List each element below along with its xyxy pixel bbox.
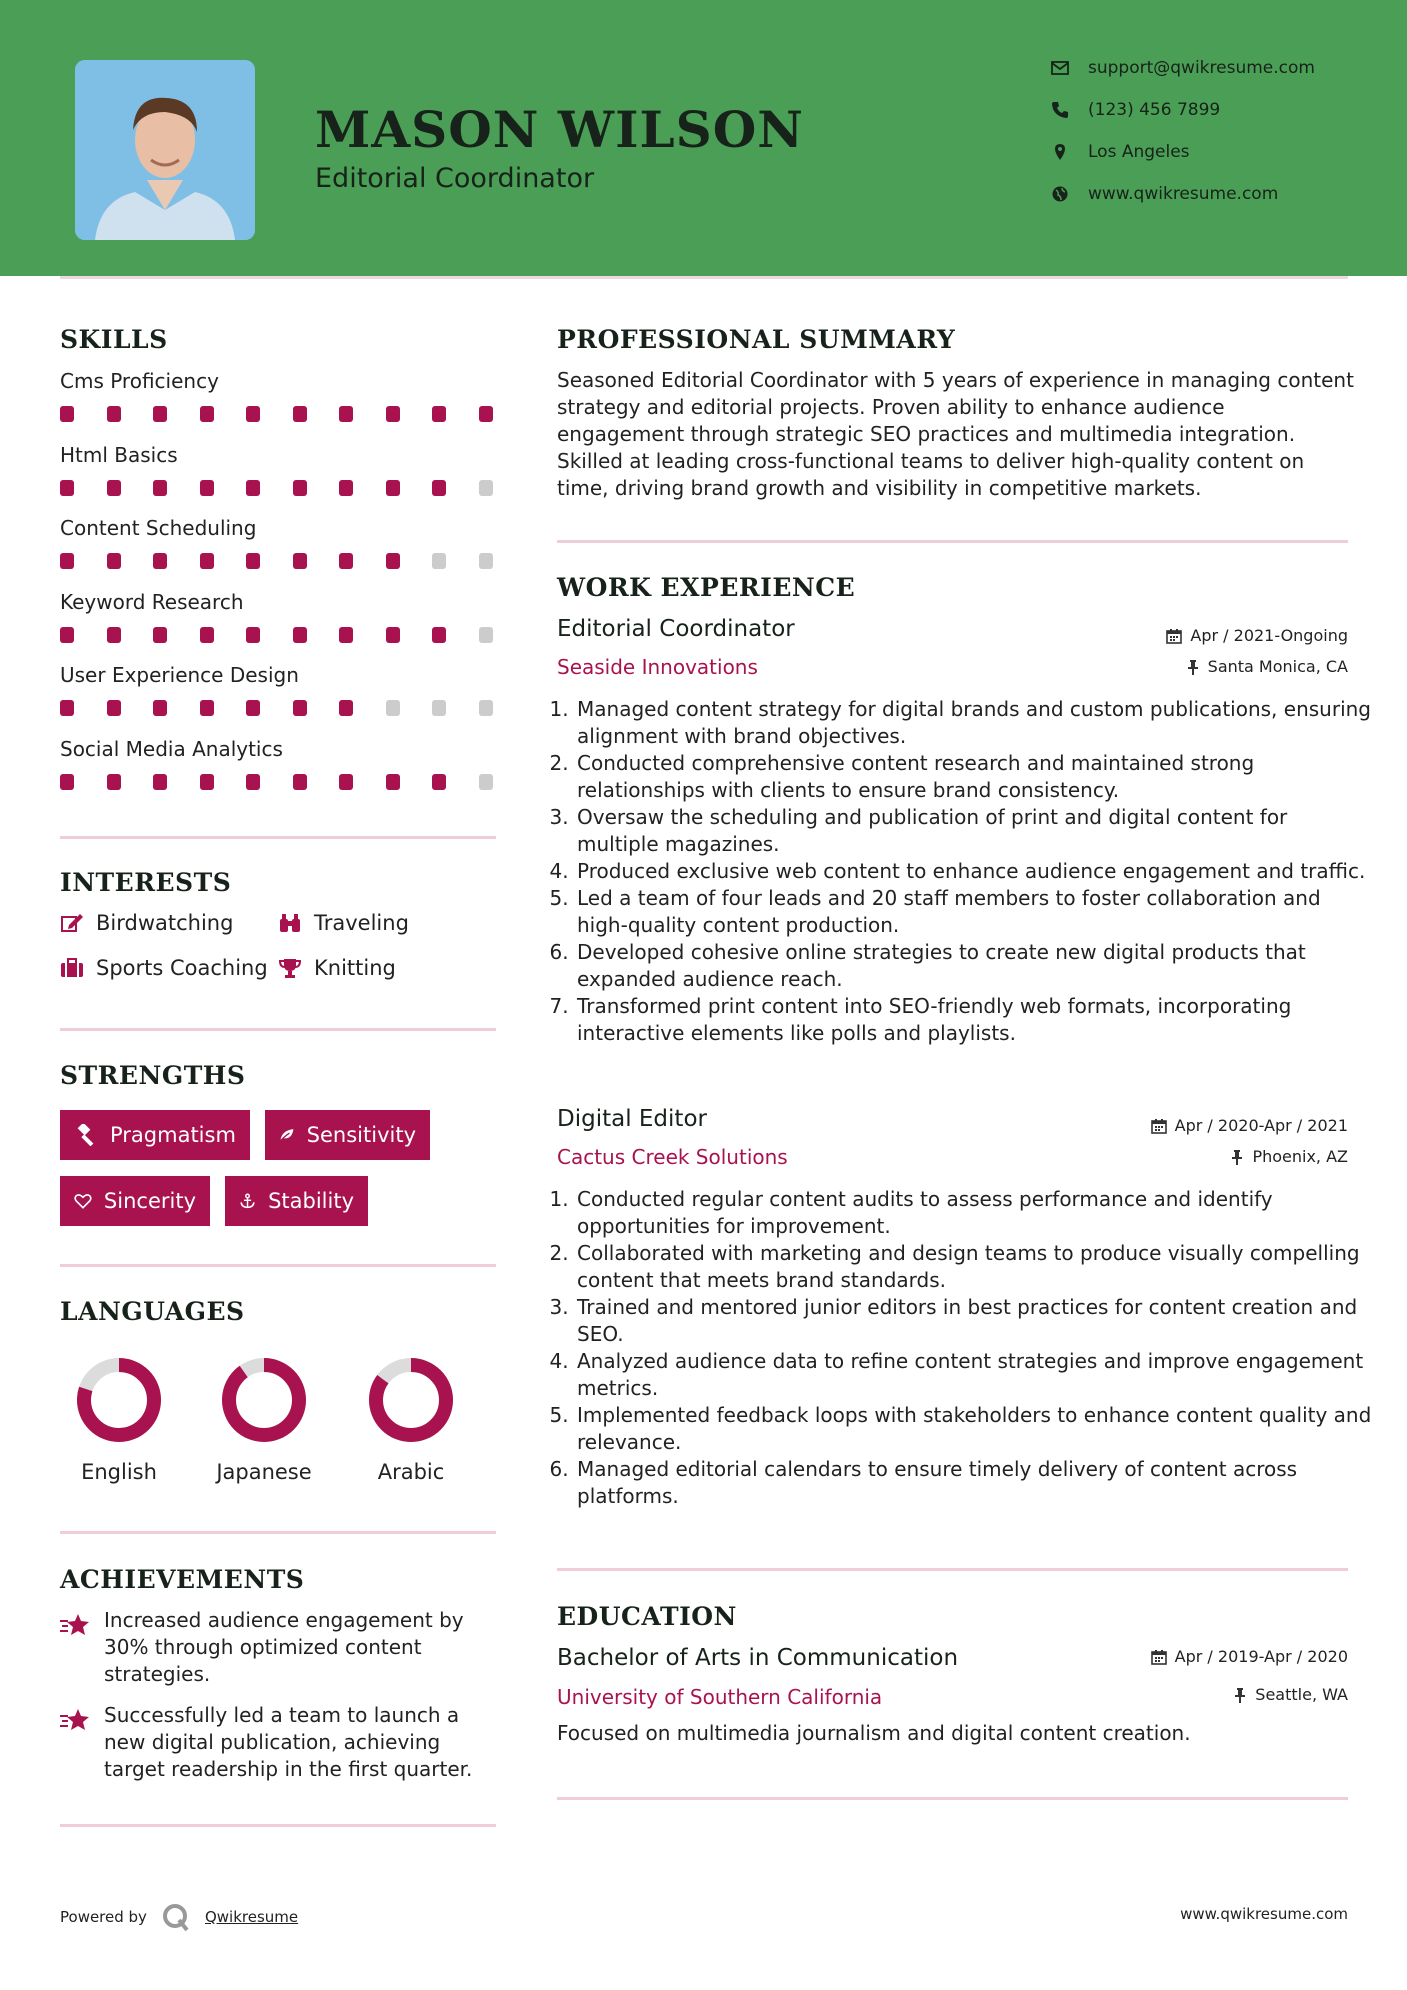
education-location — [1233, 1685, 1348, 1704]
rating-dot-filled — [200, 700, 214, 716]
rating-dot-filled — [200, 480, 214, 496]
rating-dot-filled — [107, 553, 121, 569]
section-divider — [557, 540, 1348, 543]
rating-dot-filled — [293, 774, 307, 790]
footer-website[interactable]: www.qwikresume.com — [1180, 1905, 1348, 1923]
candidate-name: MASON WILSON — [315, 100, 804, 159]
rating-dot-filled — [339, 700, 353, 716]
rating-dot-filled — [60, 774, 74, 790]
briefcase-icon — [60, 957, 84, 979]
skill-rating — [60, 406, 500, 422]
rating-dot-filled — [432, 480, 446, 496]
language-name: English — [81, 1460, 157, 1484]
rating-dot-filled — [200, 406, 214, 422]
rating-dot-filled — [200, 627, 214, 643]
job-bullet: 3. Trained and mentored junior editors in best practices for content creation and SEO. — [575, 1294, 1375, 1348]
job-title: Editorial Coordinator — [557, 616, 795, 642]
job-dates-text: Apr / 2020-Apr / 2021 — [1174, 1116, 1348, 1135]
education-heading: EDUCATION — [557, 1602, 737, 1631]
rating-dot-filled — [479, 406, 493, 422]
education-dates-text: Apr / 2019-Apr / 2020 — [1174, 1647, 1348, 1666]
achievements-heading: ACHIEVEMENTS — [60, 1565, 305, 1594]
job-bullet: 6. Developed cohesive online strategies to create new digital products that expanded audience reach. — [575, 939, 1375, 993]
skill-name: Keyword Research — [60, 589, 244, 614]
skill-name: User Experience Design — [60, 663, 299, 687]
rating-dot-filled — [107, 627, 121, 643]
job-bullet: 7. Transformed print content into SEO-friendly web formats, incorporating interactive elements like polls and playlists. — [575, 993, 1375, 1047]
contact-website[interactable] — [1050, 184, 1278, 204]
rating-dot-filled — [107, 406, 121, 422]
contact-phone[interactable] — [1050, 100, 1220, 120]
map-pin-icon — [1050, 142, 1070, 162]
interest-label: Sports Coaching — [96, 956, 268, 980]
strength-label: Pragmatism — [110, 1123, 236, 1147]
rating-dot-empty — [479, 553, 493, 569]
pushpin-icon — [1233, 1687, 1247, 1703]
rating-dot-filled — [60, 553, 74, 569]
languages-heading: LANGUAGES — [60, 1297, 245, 1326]
interest-label: Birdwatching — [96, 911, 234, 935]
section-divider — [557, 1568, 1348, 1571]
section-divider — [557, 1797, 1348, 1800]
skill-name: Html Basics — [60, 442, 178, 467]
footer-branding — [60, 1902, 298, 1932]
job-bullet: 2. Conducted comprehensive content research and maintained strong relationships with clients to ensure brand consistency. — [575, 750, 1375, 804]
job-bullets — [557, 1186, 1375, 1510]
rating-dot-empty — [432, 553, 446, 569]
section-divider — [60, 836, 496, 839]
skill-rating — [60, 774, 500, 790]
gavel-icon — [74, 1124, 98, 1146]
calendar-icon — [1166, 628, 1182, 644]
ring-fill — [229, 1365, 299, 1435]
email-text: support@qwikresume.com — [1088, 58, 1315, 78]
section-divider — [60, 1824, 496, 1827]
job-location — [1230, 1147, 1348, 1166]
rating-dot-filled — [386, 774, 400, 790]
qwikresume-logo-icon — [161, 1902, 191, 1932]
rating-dot-filled — [153, 700, 167, 716]
rating-dot-filled — [432, 627, 446, 643]
experience-heading: WORK EXPERIENCE — [557, 573, 856, 602]
achievement-text: Successfully led a team to launch a new digital publication, achieving target readership in the first quarter. — [104, 1703, 473, 1781]
strength-label: Sincerity — [103, 1189, 196, 1213]
edit-icon — [60, 912, 84, 934]
strength-label: Sensitivity — [306, 1123, 416, 1147]
job-bullet: 1. Conducted regular content audits to assess performance and identify opportunities for improvement. — [575, 1186, 1375, 1240]
rating-dot-filled — [60, 700, 74, 716]
rating-dot-filled — [60, 406, 74, 422]
job-dates-text: Apr / 2021-Ongoing — [1190, 626, 1348, 645]
star-icon — [60, 1707, 92, 1733]
rating-dot-empty — [479, 480, 493, 496]
job-title: Digital Editor — [557, 1106, 707, 1132]
skill-rating — [60, 480, 500, 496]
rating-dot-filled — [386, 553, 400, 569]
language-name: Arabic — [377, 1460, 445, 1484]
brand-link[interactable]: Qwikresume — [204, 1908, 299, 1926]
strength-label: Stability — [268, 1189, 354, 1213]
rating-dot-filled — [293, 406, 307, 422]
section-divider — [60, 1028, 496, 1031]
job-location-text: Santa Monica, CA — [1207, 657, 1348, 676]
rating-dot-filled — [386, 627, 400, 643]
binoculars-icon — [278, 912, 302, 934]
education-description: Focused on multimedia journalism and digital content creation. — [557, 1721, 1191, 1745]
header-divider — [60, 276, 1348, 279]
section-divider — [60, 1531, 496, 1534]
rating-dot-filled — [339, 774, 353, 790]
rating-dot-filled — [60, 627, 74, 643]
rating-dot-filled — [386, 406, 400, 422]
contact-location — [1050, 142, 1190, 162]
rating-dot-filled — [246, 700, 260, 716]
profile-photo — [75, 60, 255, 240]
rating-dot-filled — [246, 774, 260, 790]
school-name: University of Southern California — [557, 1685, 883, 1709]
job-bullet: 5. Implemented feedback loops with stakeholders to enhance content quality and relevance. — [575, 1402, 1375, 1456]
job-location — [1186, 657, 1348, 676]
rating-dot-empty — [479, 627, 493, 643]
star-icon — [60, 1612, 92, 1638]
rating-dot-filled — [107, 700, 121, 716]
location-text: Los Angeles — [1088, 142, 1190, 162]
rating-dot-filled — [246, 480, 260, 496]
job-bullet: 4. Analyzed audience data to refine content strategies and improve engagement metrics. — [575, 1348, 1375, 1402]
rating-dot-filled — [386, 480, 400, 496]
interests-heading: INTERESTS — [60, 868, 232, 897]
rating-dot-filled — [339, 553, 353, 569]
skill-name: Cms Proficiency — [60, 369, 219, 393]
skill-name: Social Media Analytics — [60, 736, 283, 761]
rating-dot-filled — [432, 406, 446, 422]
interest-label: Knitting — [314, 956, 396, 980]
interest-label: Traveling — [314, 911, 409, 935]
rating-dot-filled — [153, 406, 167, 422]
powered-by-text: Powered by — [60, 1908, 147, 1926]
rating-dot-filled — [339, 627, 353, 643]
summary-text: Seasoned Editorial Coordinator with 5 years of experience in managing content strategy and editorial projects. Proven ability to enhance audience engagement through strategic SEO practices and multimedia integration. Skilled at leading cross-functional teams to deliver high-quality content on time, driving brand growth and visibility in competitive markets. — [557, 368, 1354, 500]
job-bullet: 4. Produced exclusive web content to enhance audience engagement and traffic. — [575, 858, 1375, 885]
rating-dot-filled — [107, 774, 121, 790]
rating-dot-empty — [386, 700, 400, 716]
interest-item — [278, 911, 409, 935]
rating-dot-filled — [339, 480, 353, 496]
skill-rating — [60, 627, 500, 643]
job-bullet: 2. Collaborated with marketing and design teams to produce visually compelling content that meets brand standards. — [575, 1240, 1375, 1294]
rating-dot-filled — [153, 774, 167, 790]
rating-dot-filled — [200, 553, 214, 569]
rating-dot-filled — [107, 480, 121, 496]
strength-tag — [60, 1110, 250, 1160]
phone-icon — [1050, 100, 1070, 120]
achievement-text: Increased audience engagement by 30% through optimized content strategies. — [104, 1608, 464, 1686]
education-location-text: Seattle, WA — [1255, 1685, 1348, 1704]
skill-name: Content Scheduling — [60, 516, 257, 540]
anchor-icon — [239, 1190, 256, 1212]
job-bullet: 3. Oversaw the scheduling and publication of print and digital content for multiple magazines. — [575, 804, 1375, 858]
rating-dot-filled — [293, 480, 307, 496]
skill-rating — [60, 700, 500, 716]
interest-item — [60, 956, 268, 980]
envelope-icon — [1050, 58, 1070, 78]
job-bullets — [557, 696, 1375, 1047]
candidate-title: Editorial Coordinator — [315, 163, 595, 194]
rating-dot-filled — [153, 480, 167, 496]
rating-dot-filled — [339, 406, 353, 422]
job-dates — [1166, 626, 1348, 645]
job-bullet: 6. Managed editorial calendars to ensure timely delivery of content across platforms. — [575, 1456, 1375, 1510]
rating-dot-empty — [479, 700, 493, 716]
strength-tag — [265, 1110, 430, 1160]
summary-heading: PROFESSIONAL SUMMARY — [557, 325, 956, 354]
rating-dot-filled — [60, 480, 74, 496]
strengths-heading: STRENGTHS — [60, 1061, 246, 1090]
rating-dot-filled — [293, 627, 307, 643]
rating-dot-filled — [432, 774, 446, 790]
interest-item — [60, 911, 233, 935]
rating-dot-filled — [293, 553, 307, 569]
job-bullet: 5. Led a team of four leads and 20 staff members to foster collaboration and high-quality content production. — [575, 885, 1375, 939]
skills-heading: SKILLS — [60, 325, 168, 354]
rating-dot-filled — [200, 774, 214, 790]
company-name: Seaside Innovations — [557, 655, 758, 679]
website-text: www.qwikresume.com — [1088, 184, 1279, 204]
language-proficiency-ring — [219, 1355, 309, 1445]
job-dates — [1151, 1116, 1348, 1135]
trophy-icon — [278, 957, 302, 979]
job-location-text: Phoenix, AZ — [1252, 1147, 1348, 1166]
globe-icon — [1050, 184, 1070, 204]
section-divider — [60, 1264, 496, 1267]
calendar-icon — [1151, 1649, 1167, 1665]
strength-tag — [225, 1176, 368, 1226]
pushpin-icon — [1230, 1149, 1244, 1165]
rating-dot-filled — [246, 553, 260, 569]
language-proficiency-ring — [366, 1355, 456, 1445]
pushpin-icon — [1186, 659, 1200, 675]
rating-dot-filled — [246, 406, 260, 422]
heart-icon — [74, 1190, 92, 1212]
language-proficiency-ring — [74, 1355, 164, 1445]
company-name: Cactus Creek Solutions — [557, 1145, 788, 1169]
header — [0, 0, 1407, 276]
strength-tag — [60, 1176, 210, 1226]
rating-dot-empty — [432, 700, 446, 716]
rating-dot-filled — [246, 627, 260, 643]
degree-title: Bachelor of Arts in Communication — [557, 1645, 959, 1671]
rating-dot-filled — [153, 553, 167, 569]
job-bullet: 1. Managed content strategy for digital brands and custom publications, ensuring alignment with brand objectives. — [575, 696, 1375, 750]
education-dates — [1151, 1647, 1348, 1666]
contact-email[interactable] — [1050, 58, 1315, 78]
language-name: Japanese — [216, 1460, 312, 1484]
interest-item — [278, 956, 396, 980]
skill-rating — [60, 553, 500, 569]
leaf-icon — [279, 1124, 295, 1146]
rating-dot-filled — [293, 700, 307, 716]
phone-text: (123) 456 7899 — [1088, 100, 1221, 120]
rating-dot-filled — [153, 627, 167, 643]
rating-dot-empty — [479, 774, 493, 790]
calendar-icon — [1151, 1118, 1167, 1134]
